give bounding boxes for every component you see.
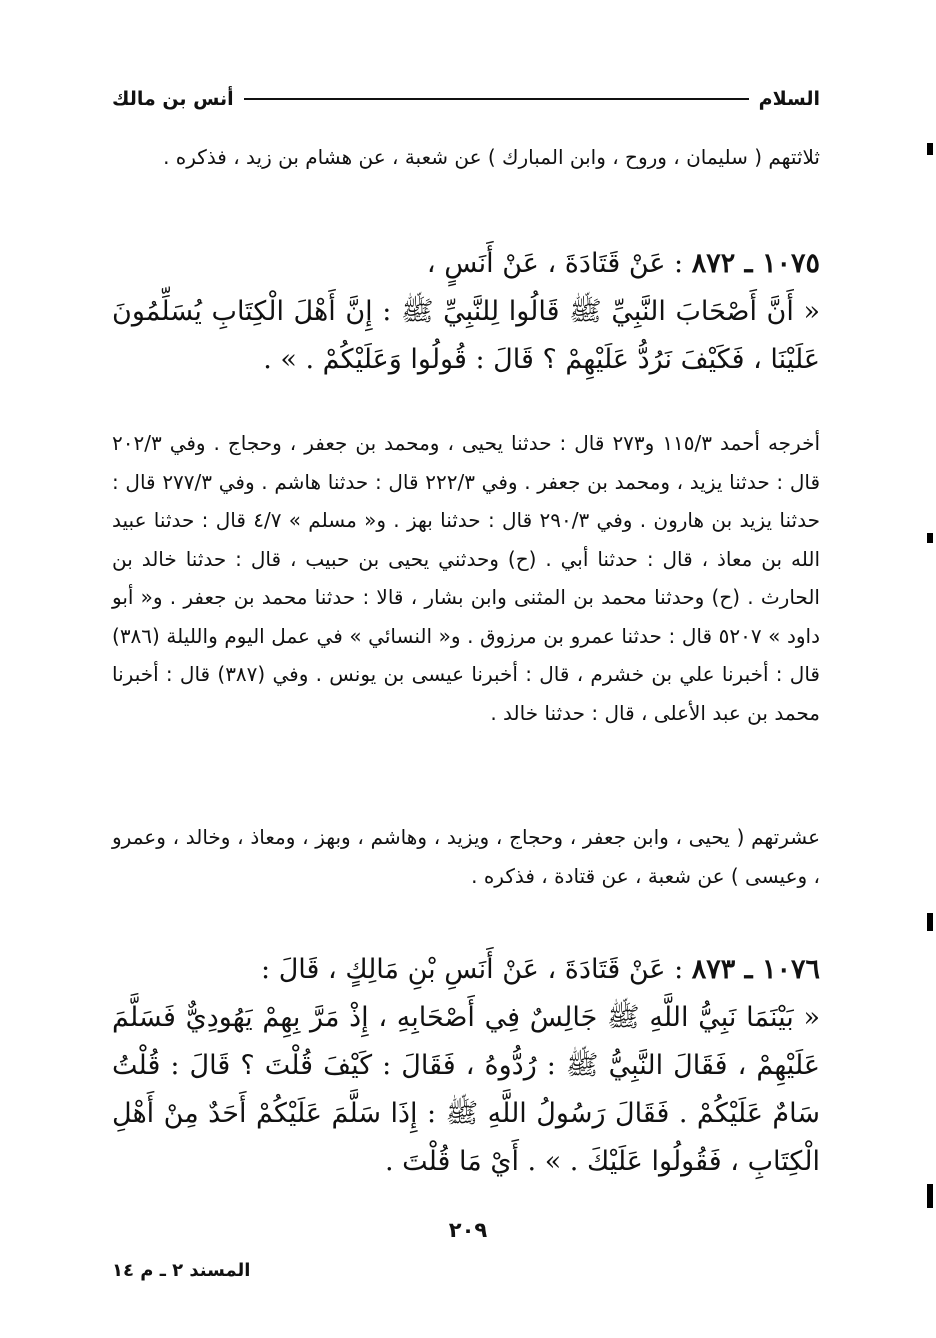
hadith-1075-heading: [112, 240, 820, 288]
edge-mark-4: [927, 1184, 933, 1208]
hadith-1076-number: ١٠٧٦ ـ ٨٧٣: [691, 954, 820, 985]
edge-mark-1: [927, 143, 933, 155]
takhrij-1075-summary: [112, 818, 820, 895]
running-header: [112, 82, 820, 116]
header-right-title: السلام: [758, 88, 820, 110]
continuation-text: ثلاثتهم ( سليمان ، وروح ، وابن المبارك ) عن شعبة ، عن هشام بن زيد ، فذكره .: [163, 145, 820, 169]
hadith-1075-chain: : عَنْ قَتَادَةَ ، عَنْ أَنَسٍ ،: [426, 248, 692, 279]
hadith-1076-chain: : عَنْ قَتَادَةَ ، عَنْ أَنَسِ بْنِ مَالِكٍ ، قَالَ :: [261, 954, 692, 985]
hadith-1076-text: « بَيْنَمَا نَبِيُّ اللَّهِ ﷺ جَالِسٌ فِي أَصْحَابِهِ ، إِذْ مَرَّ بِهِمْ يَهُودِيٌّ فَسَلَّمَ عَلَيْهِمْ ، فَقَالَ النَّبِيُّ ﷺ : رُدُّوهُ ، فَقَالَ : كَيْفَ قُلْتَ ؟ قَالَ : قُلْتُ سَامٌ عَلَيْكُمْ . فَقَالَ رَسُولُ اللَّهِ ﷺ : إِذَا سَلَّمَ عَلَيْكُمْ أَحَدٌ مِنْ أَهْلِ الْكِتَابِ ، فَقُولُوا عَلَيْكَ . » . أَيْ مَا قُلْتَ .: [112, 1002, 820, 1177]
page-number: ٢٠٩: [448, 1218, 488, 1242]
takhrij-1075: [112, 424, 820, 732]
header-left-title: أنس بن مالك: [112, 88, 234, 110]
hadith-1075: [112, 240, 820, 384]
hadith-1076: [112, 946, 820, 1186]
continuation-paragraph: [112, 138, 820, 177]
hadith-1076-heading: [112, 946, 820, 994]
edge-mark-3: [927, 913, 933, 931]
hadith-1075-text: « أَنَّ أَصْحَابَ النَّبِيِّ ﷺ قَالُوا لِلنَّبِيِّ ﷺ : إِنَّ أَهْلَ الْكِتَابِ يُسَلِّمُونَ عَلَيْنَا ، فَكَيْفَ نَرُدُّ عَلَيْهِمْ ؟ قَالَ : قُولُوا وَعَلَيْكُمْ . » .: [112, 296, 820, 375]
header-rule: [244, 98, 749, 100]
edge-mark-2: [927, 533, 933, 543]
takhrij-1075-text: أخرجه أحمد ١١٥/٣ و٢٧٣ قال : حدثنا يحيى ، ومحمد بن جعفر ، وحجاج . وفي ٢٠٢/٣ قال : حدثنا يزيد ، ومحمد بن جعفر . وفي ٢٢٢/٣ قال : حدثنا هاشم . وفي ٢٧٧/٣ قال : حدثنا يزيد بن هارون . وفي ٢٩٠/٣ قال : حدثنا بهز . و« مسلم » ٤/٧ قال : حدثنا عبيد الله بن معاذ ، قال : حدثنا أبي . (ح) وحدثني يحيى بن حبيب ، قال : حدثنا خالد بن الحارث . (ح) وحدثنا محمد بن المثنى وابن بشار ، قالا : حدثنا محمد بن جعفر . و« أبو داود » ٥٢٠٧ قال : حدثنا عمرو بن مرزوق . و« النسائي » في عمل اليوم والليلة (٣٨٦) قال : أخبرنا علي بن خشرم ، قال : أخبرنا عيسى بن يونس . وفي (٣٨٧) قال : أخبرنا محمد بن عبد الأعلى ، قال : حدثنا خالد .: [112, 431, 821, 725]
signature-mark: المسند ٢ ـ م ١٤: [112, 1260, 251, 1281]
hadith-1075-number: ١٠٧٥ ـ ٨٧٢: [691, 248, 820, 279]
takhrij-1075-summary-text: عشرتهم ( يحيى ، وابن جعفر ، وحجاج ، ويزيد ، وهاشم ، وبهز ، ومعاذ ، وخالد ، وعمرو ، وعيسى ) عن شعبة ، عن قتادة ، فذكره .: [112, 825, 820, 888]
